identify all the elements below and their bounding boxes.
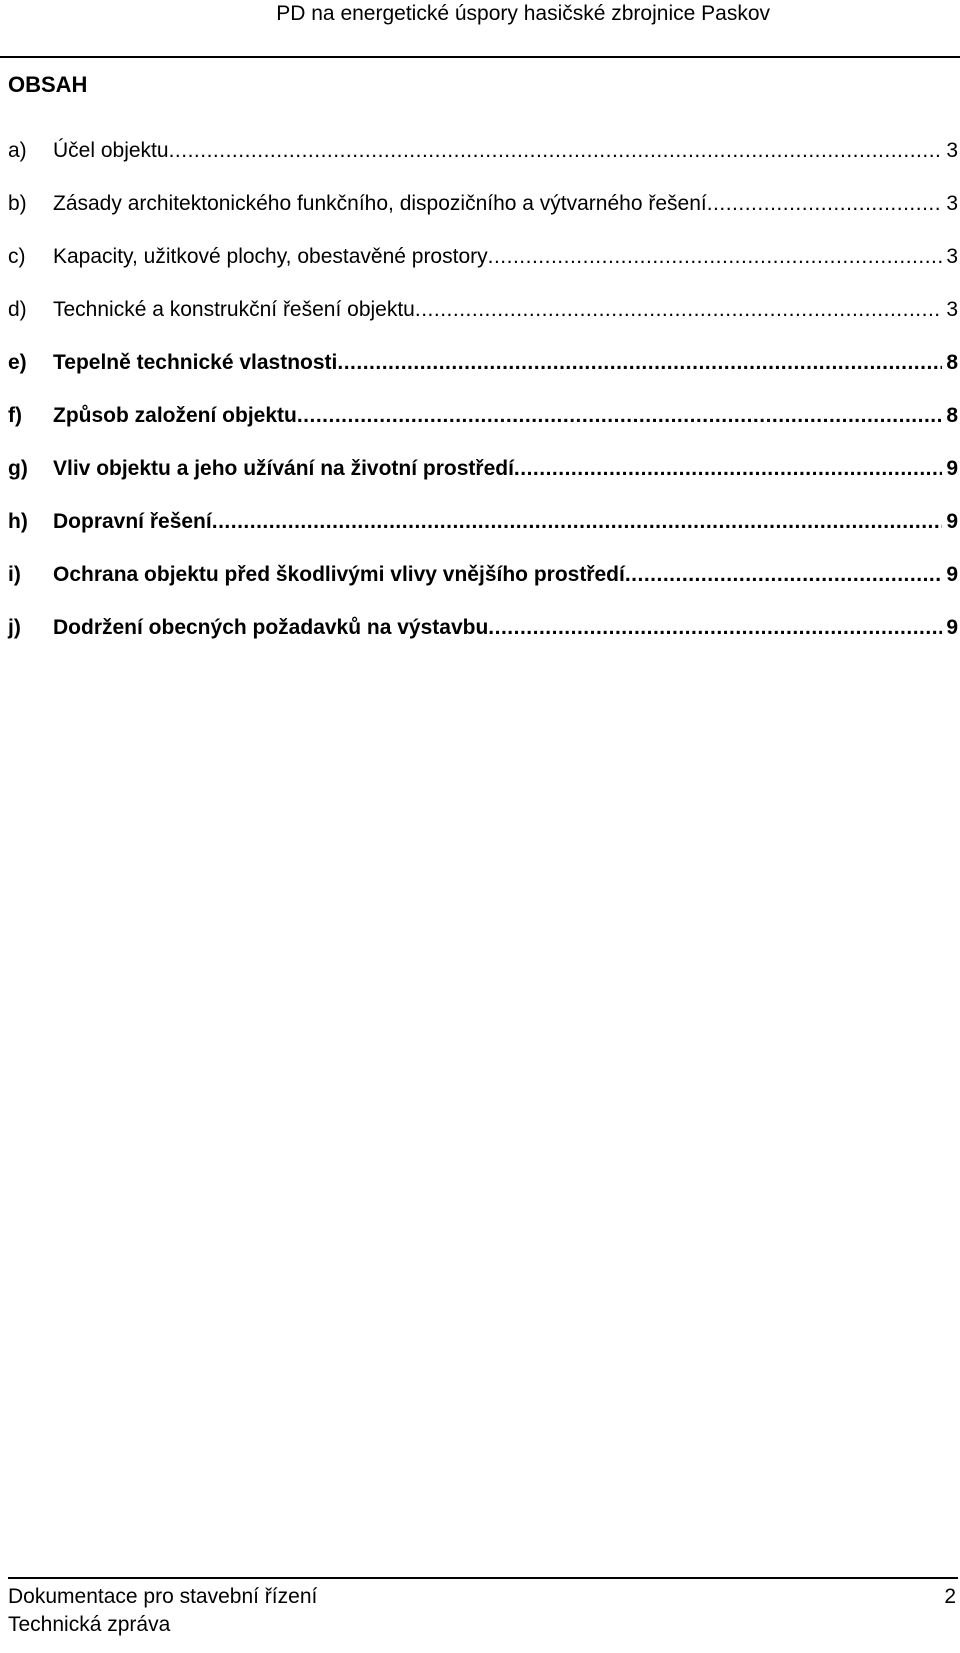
toc-entry-f[interactable]: [8, 401, 958, 454]
toc-entry-label: b): [8, 192, 27, 215]
header-divider: [0, 56, 960, 58]
toc-entry-label: i): [8, 563, 21, 586]
toc-entry-page: 8: [946, 351, 958, 374]
toc-entry-c[interactable]: [8, 242, 958, 295]
toc-entry-title: Tepelně technické vlastnosti: [53, 351, 338, 374]
toc-entry-page: 9: [946, 510, 958, 533]
toc-dot-leader: [514, 454, 942, 484]
page-header: [0, 0, 960, 44]
footer-document-type: Dokumentace pro stavební řízení: [8, 1585, 318, 1608]
toc-entry-h[interactable]: [8, 507, 958, 560]
toc-entry-label: a): [8, 139, 27, 162]
toc-entry-label: j): [8, 616, 21, 639]
toc-entry-title: Dodržení obecných požadavků na výstavbu: [53, 616, 489, 639]
toc-entry-page: 3: [946, 298, 958, 321]
toc-entry-page: 9: [946, 616, 958, 639]
toc-entry-label: g): [8, 457, 28, 480]
toc-entry-page: 9: [946, 457, 958, 480]
toc-entry-label: f): [8, 404, 22, 427]
toc-entry-page: 3: [946, 245, 958, 268]
toc-entry-j[interactable]: [8, 613, 958, 666]
toc-entry-title: Ochrana objektu před škodlivými vlivy vnějšího prostředí: [53, 563, 625, 586]
toc-entry-g[interactable]: [8, 454, 958, 507]
toc-dot-leader: [625, 560, 942, 590]
toc-dot-leader: [488, 613, 942, 643]
toc-dot-leader: [488, 242, 943, 272]
toc-entry-title: Dopravní řešení: [53, 510, 212, 533]
toc-dot-leader: [212, 507, 943, 537]
toc-entry-page: 9: [946, 563, 958, 586]
toc-entry-title: Technické a konstrukční řešení objektu: [53, 298, 415, 321]
toc-entry-title: Způsob založení objektu: [53, 404, 297, 427]
footer-divider: [8, 1577, 958, 1579]
toc-entry-page: 3: [946, 192, 958, 215]
toc-entry-label: h): [8, 510, 28, 533]
toc-entry-b[interactable]: [8, 189, 958, 242]
toc-entry-d[interactable]: [8, 295, 958, 348]
toc-dot-leader: [337, 348, 942, 378]
toc-entry-label: e): [8, 351, 27, 374]
toc-entry-page: 8: [946, 404, 958, 427]
toc-entry-title: Zásady architektonického funkčního, dispozičního a výtvarného řešení: [53, 192, 707, 215]
table-of-contents: [8, 136, 958, 666]
toc-entry-title: Kapacity, užitkové plochy, obestavěné prostory: [53, 245, 488, 268]
page-number: 2: [944, 1585, 956, 1608]
toc-entry-title: Vliv objektu a jeho užívání na životní prostředí: [53, 457, 514, 480]
toc-dot-leader: [169, 136, 943, 166]
toc-entry-label: c): [8, 245, 26, 268]
toc-entry-a[interactable]: [8, 136, 958, 189]
toc-dot-leader: [707, 189, 943, 219]
toc-dot-leader: [415, 295, 942, 325]
header-title: PD na energetické úspory hasičské zbrojnice Paskov: [276, 2, 770, 25]
toc-entry-e[interactable]: [8, 348, 958, 401]
toc-dot-leader: [297, 401, 942, 431]
toc-heading: OBSAH: [8, 72, 88, 97]
toc-entry-label: d): [8, 298, 27, 321]
footer-document-name: Technická zpráva: [8, 1613, 171, 1636]
toc-entry-page: 3: [946, 139, 958, 162]
toc-entry-title: Účel objektu: [53, 139, 169, 162]
page-footer: [0, 1577, 960, 1653]
toc-entry-i[interactable]: [8, 560, 958, 613]
